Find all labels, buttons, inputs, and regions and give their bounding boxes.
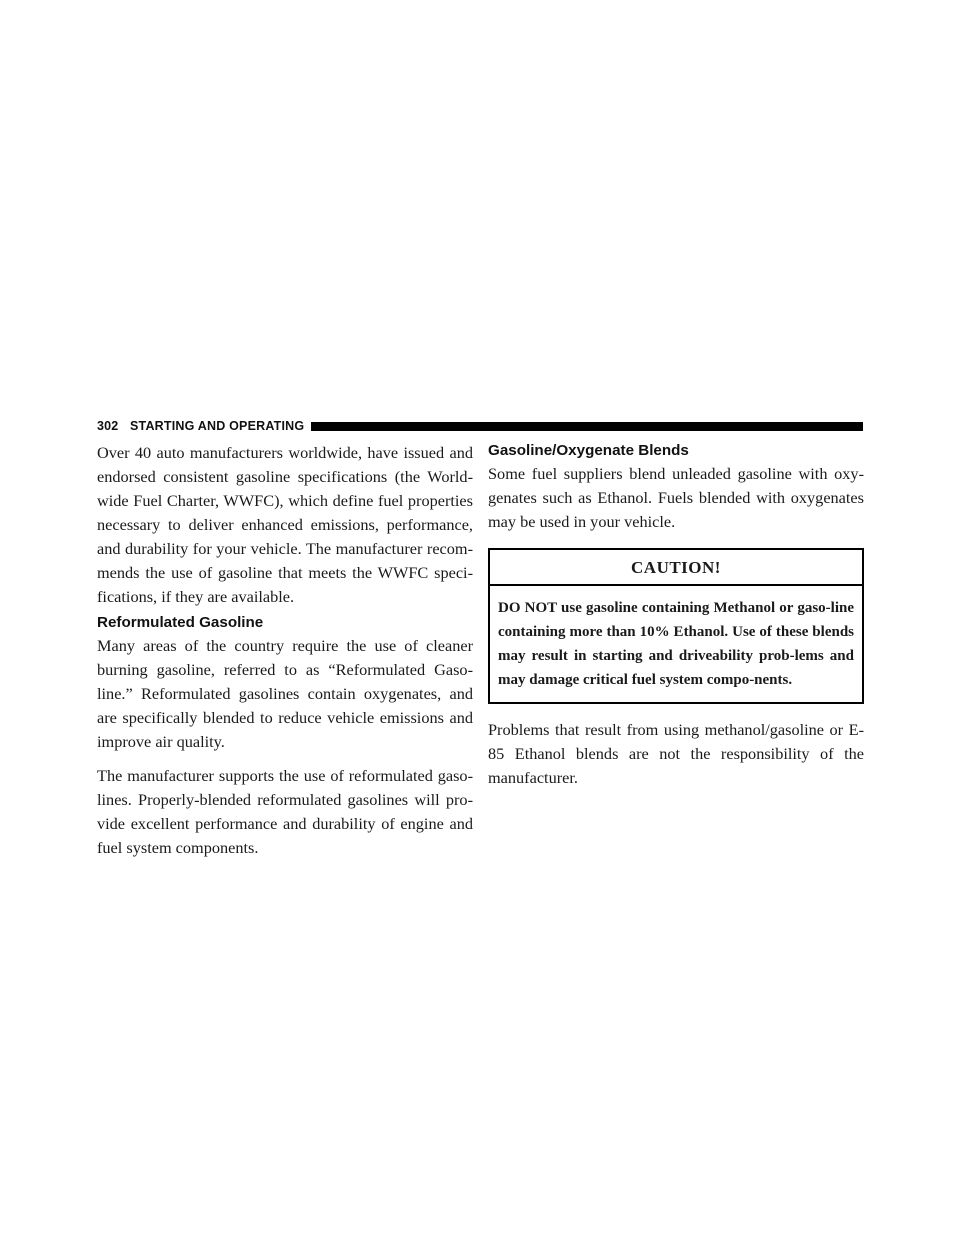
intro-paragraph: Over 40 auto manufacturers worldwide, have issued and endorsed consistent gasoline specifications (the World-wide Fuel Charter, WWFC), which define fuel properties necessary to deliver enhanced emissions, performance, and durability for your vehicle. The manufacturer recom-mends the use of gasoline that meets the WWFC speci-fications, if they are available. [97,443,473,606]
header-rule [311,422,863,431]
right-column [488,441,864,800]
reformulated-paragraph-2: The manufacturer supports the use of reformulated gaso-lines. Properly-blended reformulated gasolines will pro-vide excellent performance and durability of engine and fuel system components. [97,766,473,857]
oxygenate-paragraph: Some fuel suppliers blend unleaded gasoline with oxy-genates such as Ethanol. Fuels blended with oxygenates may be used in your vehicle. [488,464,864,531]
page-number: 302 [97,419,119,433]
section-title: STARTING AND OPERATING [130,419,305,433]
page-header [97,418,863,436]
heading-oxygenate-blends: Gasoline/Oxygenate Blends [488,442,689,459]
caution-title: CAUTION! [490,550,862,586]
reformulated-paragraph-1: Many areas of the country require the use of cleaner burning gasoline, referred to as “Reformulated Gaso-line.” Reformulated gasolines contain oxygenates, and are specifically blended to reduce vehicle emissions and improve air quality. [97,636,473,751]
caution-box [488,548,864,704]
heading-reformulated-gasoline: Reformulated Gasoline [97,614,264,631]
left-column [97,441,473,870]
problems-paragraph: Problems that result from using methanol/gasoline or E-85 Ethanol blends are not the responsibility of the manufacturer. [488,720,864,787]
caution-text: DO NOT use gasoline containing Methanol or gaso-line containing more than 10% Ethanol. Use of these blends may result in starting and driveability prob-lems and may damage critical fuel system compo-nents. [498,600,854,688]
